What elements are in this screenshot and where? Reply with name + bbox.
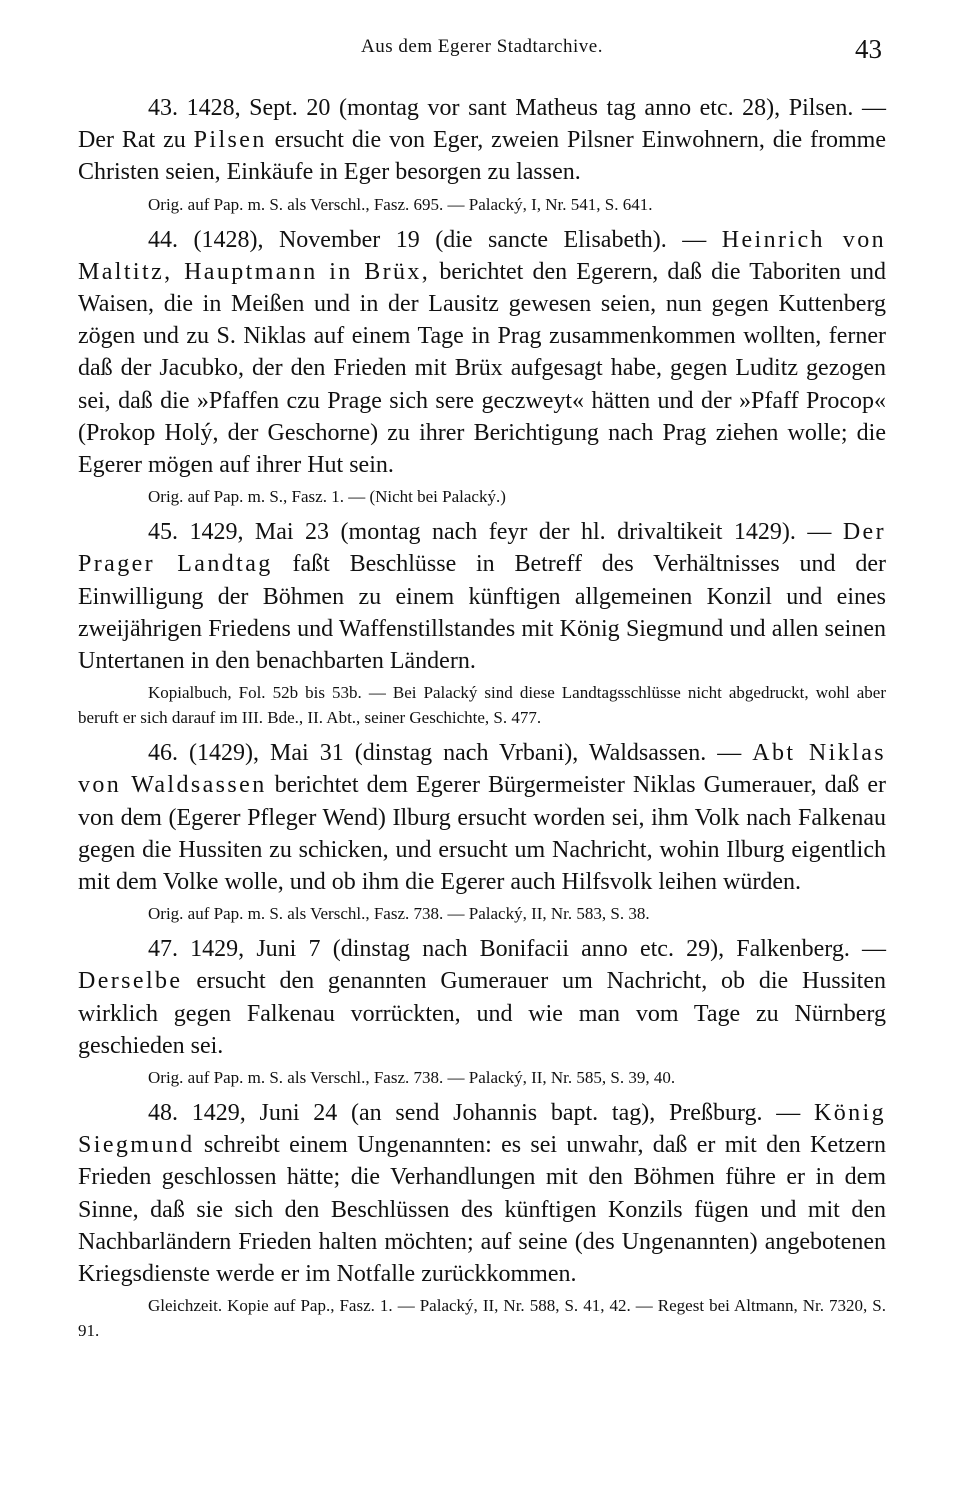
entry-text (78, 737, 886, 898)
entry-text (78, 516, 886, 677)
entry-spaced-name: Pilsen (193, 127, 267, 154)
entry-text-lead: 47. 1429, Juni 7 (dinstag nach Bonifacii anno etc. 29), Falkenberg. — (148, 936, 886, 963)
entry-45 (78, 516, 886, 730)
entry-text-lead: 45. 1429, Mai 23 (montag nach feyr der hl. drivaltikeit 1429). — (148, 519, 843, 546)
page-body (78, 92, 886, 1350)
entry-48 (78, 1097, 886, 1343)
entry-text-lead: 44. (1428), November 19 (die sancte Elisabeth). — (148, 226, 722, 253)
entry-spaced-name: Abt Niklas von Waldsassen (78, 740, 886, 799)
entry-text-rest: ersucht den genannten Gumerauer um Nachricht, ob die Hussiten wirklich gegen Falkenau vorrückten, und wie man vom Tage zu Nürnberg geschieden sei. (78, 968, 886, 1059)
entry-text (78, 92, 886, 189)
page-number: 43 (855, 34, 882, 64)
source-note: Gleichzeit. Kopie auf Pap., Fasz. 1. — Palacký, II, Nr. 588, S. 41, 42. — Regest bei Altmann, Nr. 7320, S. 91. (78, 1296, 886, 1341)
entry-44 (78, 224, 886, 510)
entry-text (78, 224, 886, 482)
entry-text-rest: ersucht die von Eger, zweien Pilsner Einwohnern, die fromme Christen seien, Einkäufe in Eger besorgen zu lassen. (78, 127, 886, 186)
entry-text-rest: faßt Beschlüsse in Betreff des Verhältnisses und der Einwilligung der Böhmen zu einem künftigen allgemeinen Konzil und eines zweijährigen Friedens und Waffenstillstandes mit König Siegmund und allen seinen Untertanen in den benachbarten Ländern. (78, 551, 886, 675)
running-title: Aus dem Egerer Stadtarchive. (361, 36, 603, 57)
entry-text-lead: 46. (1429), Mai 31 (dinstag nach Vrbani), Waldsassen. — (148, 740, 753, 767)
entry-text (78, 1097, 886, 1290)
entry-spaced-name: König Siegmund (78, 1100, 886, 1159)
entry-text-rest: schreibt einem Ungenannten: es sei unwahr, daß er mit den Ketzern Frieden geschlossen hätte; die Verhandlungen mit den Böhmen führe er in dem Sinne, daß sie sich den Beschlüssen des künftigen Konzils fügen und mit den Nachbarländern Frieden halten möchten; auf seine (des Ungenannten) angebotenen Kriegsdienste werde er im Notfalle zurückkommen. (78, 1132, 886, 1288)
source-note: Orig. auf Pap. m. S. als Verschl., Fasz. 738. — Palacký, II, Nr. 583, S. 38. (148, 904, 650, 924)
entry-spaced-name: Der Prager Landtag (78, 519, 886, 578)
source-note: Orig. auf Pap. m. S. als Verschl., Fasz. 738. — Palacký, II, Nr. 585, S. 39, 40. (148, 1068, 676, 1088)
entry-spaced-name: Derselbe (78, 968, 183, 995)
source-note: Kopialbuch, Fol. 52b bis 53b. — Bei Palacký sind diese Landtagsschlüsse nicht abgedruckt, wohl aber beruft er sich darauf im III. Bde., II. Abt., seiner Geschichte, S. 477. (78, 683, 886, 728)
entry-46 (78, 737, 886, 926)
entry-text-lead: 48. 1429, Juni 24 (an send Johannis bapt. tag), Preßburg. — (148, 1100, 814, 1127)
entry-text (78, 933, 886, 1062)
source-note: Orig. auf Pap. m. S. als Verschl., Fasz. 695. — Palacký, I, Nr. 541, S. 641. (148, 194, 653, 214)
entry-text-rest: berichtet dem Egerer Bürgermeister Niklas Gumerauer, daß er von dem (Egerer Pfleger Wend) Ilburg ersucht worden sei, ihm Volk nach Falkenau gegen die Hussiten zu schicken, und ersucht um Nachricht, wohin Ilburg eigentlich mit dem Volke wolle, und ob ihm die Egerer auch Hilfsvolk leihen würden. (78, 772, 886, 896)
entry-text-rest: berichtet den Egerern, daß die Taboriten und Waisen, die in Meißen und in der Lausitz gewesen seien, nun gegen Kuttenberg zögen und zu S. Niklas auf einem Tage in Prag zusammenkommen wollten, ferner daß der Jacubko, der den Frieden mit Brüx aufgesagt habe, gegen Luditz gezogen sei, daß die »Pfaffen czu Prage sich sere geczweyt« hätten und der »Pfaff Procop« (Prokop Holý, der Geschorne) zu ihrer Berichtigung nach Prag ziehen wolle; die Egerer mögen auf ihrer Hut sein. (78, 258, 886, 479)
entry-47 (78, 933, 886, 1090)
entry-43 (78, 92, 886, 217)
entry-spaced-name: Heinrich von Maltitz, Hauptmann in Brüx, (78, 226, 887, 285)
entry-text-lead: 43. 1428, Sept. 20 (montag vor sant Matheus tag anno etc. 28), Pilsen. — Der Rat zu (78, 95, 886, 154)
running-head (78, 36, 886, 70)
source-note: Orig. auf Pap. m. S., Fasz. 1. — (Nicht bei Palacký.) (148, 487, 506, 507)
